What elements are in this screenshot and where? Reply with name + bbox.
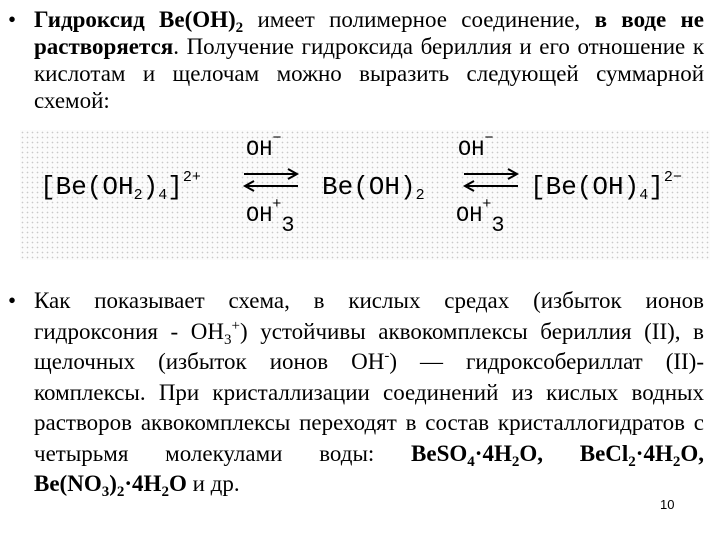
- arrow1-bottom-label: OH+3: [246, 196, 295, 238]
- text-span: Как показывает схема, в кислых средах (избыток ионов гидроксония - OH: [34, 288, 704, 344]
- subscript: 2: [235, 20, 244, 36]
- text-span: . Получение гидроксида бериллия и его отношение к кислотам и щелочам можно выразить следующей суммарной схемой:: [34, 34, 704, 113]
- equilibrium-arrows-icon: [240, 166, 302, 194]
- text-span: ) устойчивы аквокомплексы бериллия (II), в щелочных (избыток ионов OH: [34, 318, 704, 374]
- bullet-2: •: [8, 288, 17, 313]
- bold-lead: Гидроксид Be(OH): [34, 7, 236, 32]
- beryllium-hydroxide-formula: $Be(OH)_2$: [322, 172, 425, 204]
- reaction-scheme: [20, 130, 710, 260]
- paragraph-acid-base-behavior: • Как показывает схема, в кислых средах (избыток ионов гидроксония - $OH_3^+$) устойчивы аквокомплексы бериллия (II), в щелочных (избыток ионов OH-) — гидроксобериллат (II)-комплексы. При кристаллизации соединений из кислых водных растворов аквокомплексы переходят в состав кристаллогидратов с четырьмя молекулами воды: $BeSO_4\cdot 4H_2O$, $BeCl_2\cdot 4H_2O$, $Be(NO_3)_2\cdot 4H_2O$ и др.: [8, 288, 704, 500]
- formula-becl2: $BeCl_2\cdot 4H_2O$,: [579, 440, 704, 470]
- bullet-1: •: [8, 7, 17, 32]
- bold-insoluble: в воде не растворяется: [34, 7, 705, 59]
- text-span: и др.: [186, 471, 240, 496]
- equilibrium-arrows-icon: [460, 166, 522, 194]
- text-span: имеет полимерное соединение,: [243, 7, 595, 32]
- hydroxoberyllate-formula: $[Be(OH)_4]^{2-}$: [530, 169, 682, 204]
- page-number: 10: [660, 497, 675, 512]
- formula-beso4: $BeSO_4\cdot 4H_2O$,: [411, 440, 580, 470]
- text-span: ) — гидроксобериллат (II)-комплексы. При кристаллизации соединений из кислых водных растворов аквокомплексы переходят в состав кристаллогидратов с четырьмя молекулами воды:: [34, 349, 704, 466]
- arrow1-top-label: OH−: [246, 130, 282, 162]
- paragraph-beryllium-hydroxide: [8, 6, 705, 114]
- aqua-complex-formula: $[Be(OH_2)_4]^{2+}$: [40, 169, 201, 204]
- arrow2-bottom-label: OH+3: [456, 196, 505, 238]
- arrow2-top-label: OH−: [458, 130, 494, 162]
- formula-beno3: $Be(NO_3)_2\cdot 4H_2O$: [34, 471, 187, 500]
